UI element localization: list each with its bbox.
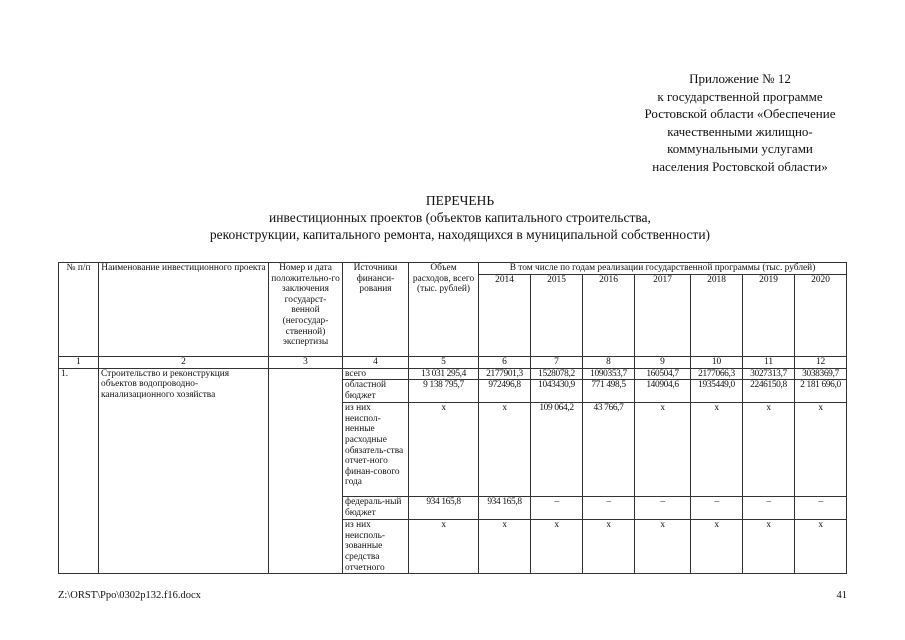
appendix-line: качественными жилищно- xyxy=(667,123,813,139)
header-funding-source: Источники финанси-рования xyxy=(343,263,409,357)
document-title: ПЕРЕЧЕНЬ xyxy=(425,193,495,208)
column-index: 9 xyxy=(635,357,691,369)
year-value: х xyxy=(795,403,847,497)
column-index: 4 xyxy=(343,357,409,369)
year-value: х xyxy=(691,403,743,497)
year-value: 160504,7 xyxy=(635,368,691,380)
header-year: 2018 xyxy=(691,274,743,356)
year-value: х xyxy=(479,520,531,574)
column-index: 11 xyxy=(743,357,795,369)
appendix-line: Приложение № 12 xyxy=(689,71,791,86)
appendix-note xyxy=(610,70,870,175)
funding-source: из них неиспол-ненные расходные обязатель-ства отчет-ного финан-сового года xyxy=(343,403,409,497)
year-value: 3027313,7 xyxy=(743,368,795,380)
funding-source: областной бюджет xyxy=(343,380,409,403)
year-value: 43 766,7 xyxy=(583,403,635,497)
column-index: 2 xyxy=(99,357,269,369)
year-value: 972496,8 xyxy=(479,380,531,403)
year-value: 934 165,8 xyxy=(479,497,531,520)
year-value: 2 181 696,0 xyxy=(795,380,847,403)
year-value: – xyxy=(795,497,847,520)
column-index: 12 xyxy=(795,357,847,369)
header-year: 2019 xyxy=(743,274,795,356)
header-total: Объем расходов, всего (тыс. рублей) xyxy=(409,263,479,357)
funding-source: всего xyxy=(343,368,409,380)
column-index: 8 xyxy=(583,357,635,369)
year-value: 2177901,3 xyxy=(479,368,531,380)
footer-file-path: Z:\ORST\Ppo\0302p132.f16.docx xyxy=(58,590,201,601)
header-project-name: Наименование инвестиционного проекта xyxy=(99,263,269,357)
header-year: 2014 xyxy=(479,274,531,356)
year-value: 1935449,0 xyxy=(691,380,743,403)
appendix-line: Ростовской области «Обеспечение xyxy=(644,106,836,121)
year-value: х xyxy=(479,403,531,497)
year-value: х xyxy=(743,520,795,574)
appendix-line: коммунальными услугами xyxy=(667,141,813,156)
year-value: 3038369,7 xyxy=(795,368,847,380)
column-index: 1 xyxy=(59,357,99,369)
header-no: № п/п xyxy=(59,263,99,357)
appendix-line: к государственной программе xyxy=(657,88,823,104)
document-subtitle-line: инвестиционных проектов (объектов капитального строительства, xyxy=(269,210,651,225)
header-year: 2020 xyxy=(795,274,847,356)
header-year: 2016 xyxy=(583,274,635,356)
appendix-line: населения Ростовской области» xyxy=(652,158,828,174)
year-value: 2246150,8 xyxy=(743,380,795,403)
column-index: 5 xyxy=(409,357,479,369)
document-heading xyxy=(100,192,820,243)
total-value: 9 138 795,7 xyxy=(409,380,479,403)
year-value: 109 064,2 xyxy=(531,403,583,497)
funding-source: федераль-ный бюджет xyxy=(343,497,409,520)
total-value: х xyxy=(409,403,479,497)
footer-page-number: 41 xyxy=(836,590,847,601)
total-value: 934 165,8 xyxy=(409,497,479,520)
total-value: х xyxy=(409,520,479,574)
year-value: – xyxy=(583,497,635,520)
header-year: 2017 xyxy=(635,274,691,356)
total-value: 13 031 295,4 xyxy=(409,368,479,380)
year-value: – xyxy=(635,497,691,520)
investment-projects-table xyxy=(58,262,847,574)
funding-source: из них неисполь-зованные средства отчетного xyxy=(343,520,409,574)
year-value: 1528078,2 xyxy=(531,368,583,380)
year-value: х xyxy=(691,520,743,574)
year-value: х xyxy=(531,520,583,574)
year-value: 1043430,9 xyxy=(531,380,583,403)
project-name: Строительство и реконструкция объектов водопроводно-канализационного хозяйства xyxy=(99,368,269,574)
document-subtitle-line: реконструкции, капитального ремонта, находящихся в муниципальной собственности) xyxy=(209,227,711,242)
project-expertise xyxy=(269,368,343,574)
year-value: х xyxy=(635,403,691,497)
header-by-years: В том числе по годам реализации государственной программы (тыс. рублей) xyxy=(479,263,847,275)
year-value: 2177066,3 xyxy=(691,368,743,380)
table-header-row xyxy=(59,263,847,275)
year-value: 771 498,5 xyxy=(583,380,635,403)
column-index: 7 xyxy=(531,357,583,369)
table-row xyxy=(59,368,847,380)
column-index: 6 xyxy=(479,357,531,369)
year-value: 140904,6 xyxy=(635,380,691,403)
column-index-row xyxy=(59,357,847,369)
year-value: 1090353,7 xyxy=(583,368,635,380)
year-value: – xyxy=(691,497,743,520)
year-value: – xyxy=(743,497,795,520)
year-value: х xyxy=(583,520,635,574)
year-value: х xyxy=(743,403,795,497)
header-year: 2015 xyxy=(531,274,583,356)
year-value: – xyxy=(531,497,583,520)
column-index: 3 xyxy=(269,357,343,369)
year-value: х xyxy=(635,520,691,574)
project-no: 1. xyxy=(59,368,99,574)
year-value: х xyxy=(795,520,847,574)
header-expertise: Номер и дата положительно-го заключения государст-венной (негосудар-ственной) экспертизы xyxy=(269,263,343,357)
column-index: 10 xyxy=(691,357,743,369)
